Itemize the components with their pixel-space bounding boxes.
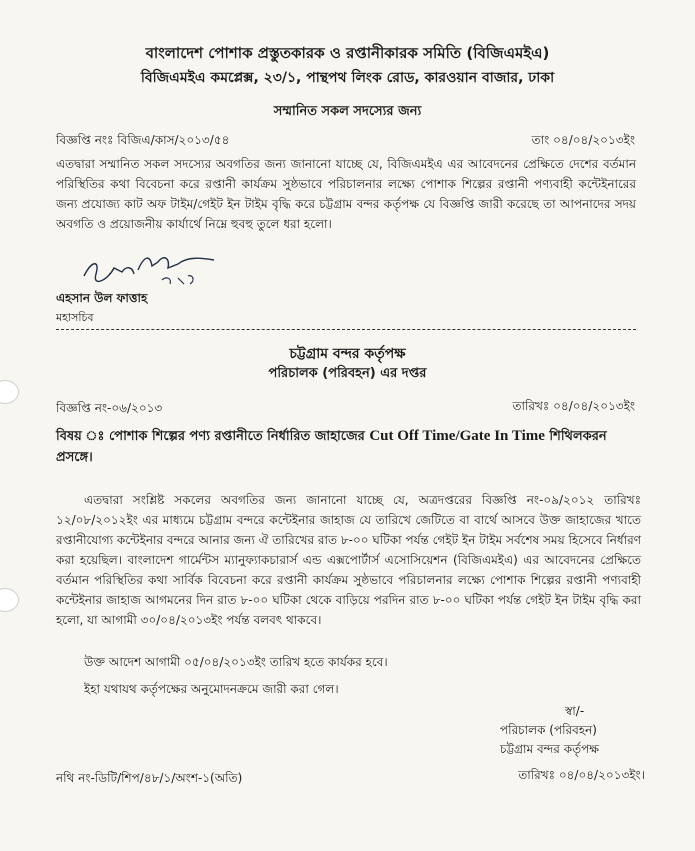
notice1-date: তাং ০৪/০৪/২০১৩ইং: [531, 133, 635, 147]
subject-line: [56, 426, 641, 468]
org-name: বাংলাদেশ পোশাক প্রস্তুতকারক ও রপ্তানীকারক সমিতি (বিজিএমইএ): [145, 44, 550, 62]
file-number: নথি নং-ডিটি/শিপ/৪৮/১/অংশ-১(অতি): [56, 771, 243, 785]
punch-hole-bottom: [0, 588, 19, 612]
sign-org: চট্টগ্রাম বন্দর কর্তৃপক্ষ: [500, 742, 599, 756]
org-address: বিজিএমইএ কমপ্লেক্স, ২৩/১, পান্থপথ লিংক রোড, কারওয়ান বাজার, ঢাকা: [140, 70, 555, 86]
notice2-ref-no: বিজ্ঞপ্তি নং-০৬/২০১৩: [56, 401, 163, 415]
subject-suffix: শিথিলকরন প্রসঙ্গে।: [56, 429, 607, 465]
notice1-body: এতদ্বারা সম্মানিত সকল সদস্যের অবগতির জন্য জানানো যাচ্ছে যে, বিজিএমইএ এর আবেদনের প্রেক্ষিতে দেশের বর্তমান পরিস্থিতির কথা বিবেচনা করে রপ্তানী কার্যক্রম সুষ্ঠভাবে পরিচালনার লক্ষ্যে পোশাক শিল্পের রপ্তানী পণ্যবাহী কন্টেইনারের জন্য প্রযোজ্য কাট অফ টাইম/গেইট ইন টাইম বৃদ্ধি করে চট্টগ্রাম বন্দর কর্তৃপক্ষ যে বিজ্ঞপ্তি জারী করেছে তা আপনাদের সদয় অবগতি ও প্রয়োজনীয় কার্যার্থে নিম্নে হুবহু তুলে ধরা হলো।: [56, 157, 636, 231]
office-name: পরিচালক (পরিবহন) এর দপ্তর: [268, 366, 427, 381]
subject-english: Cut Off Time/Gate In Time: [369, 428, 545, 444]
authority-name: চট্টগ্রাম বন্দর কর্তৃপক্ষ: [289, 346, 406, 362]
sign-title: পরিচালক (পরিবহন): [500, 723, 597, 737]
recipients-line: সম্মানিত সকল সদস্যের জন্য: [273, 104, 422, 119]
signer-name: এহসান উল ফাত্তাহ: [56, 291, 148, 305]
notice2-date: তারিখঃ ০৪/০৪/২০১৩ইং: [512, 399, 635, 413]
effective-date-line: উক্ত আদেশ আগামী ০৫/০৪/২০১৩ইং তারিখ হতে কার্যকর হবে।: [84, 655, 388, 669]
notice1-ref-no: বিজ্ঞপ্তি নংঃ বিজিএ/কাস/২০১৩/৫৪: [56, 133, 230, 147]
dashed-separator: [56, 329, 636, 330]
signer-title: মহাসচিব: [56, 311, 94, 324]
handwritten-signature: [78, 246, 228, 292]
approval-line: ইহা যথাযথ কর্তৃপক্ষের অনুমোদনক্রমে জারী করা গেল।: [84, 682, 339, 696]
subject-prefix: বিষয় ঃ পোশাক শিল্পের পণ্য রপ্তানীতে নির্ধারিত জাহাজের: [56, 429, 370, 444]
file-date: তারিখঃ ০৪/০৪/২০১৩ইং।: [518, 768, 645, 782]
notice2-body: এতদ্বারা সংশ্লিষ্ট সকলের অবগতির জন্য জানানো যাচ্ছে যে, অত্রদপ্তরের বিজ্ঞপ্তি নং-০৯/২০১২ তারিখঃ ১২/০৮/২০১২ইং এর মাধ্যমে চট্টগ্রাম বন্দরে কন্টেইনার জাহাজ যে তারিখে জেটিতে বা বার্থে আসবে উক্ত জাহাজের খাতে রপ্তানীযোগ্য কন্টেইনার বন্দরে আনার জন্য ঐ তারিখের রাত ৮-০০ ঘটিকা পর্যন্ত গেইট ইন টাইম সর্বশেষ সময় হিসেবে নির্ধারণ করা হয়েছিল। বাংলাদেশ গার্মেন্টস ম্যানুফ্যাকচারার্স এন্ড এক্সপোর্টার্স এসোসিয়েশন (বিজিএমইএ) এর আবেদনের প্রেক্ষিতে বর্তমান পরিস্থিতির কথা সার্বিক বিবেচনা করে রপ্তানী কার্যক্রম সুষ্ঠভাবে পরিচালনার লক্ষ্যে পোশাক শিল্পের রপ্তানী পণ্যবাহী কন্টেইনার জাহাজ আগমনের দিন রাত ৮-০০ ঘটিকা থেকে বাড়িয়ে পরদিন রাত ৮-০০ ঘটিকা পর্যন্ত গেইট ইন টাইম বৃদ্ধি করা হলো, যা আগামী ৩০/০৪/২০১৩ইং পর্যন্ত বলবৎ থাকবে।: [56, 493, 641, 627]
sign-mark: স্বা/-: [565, 704, 585, 718]
